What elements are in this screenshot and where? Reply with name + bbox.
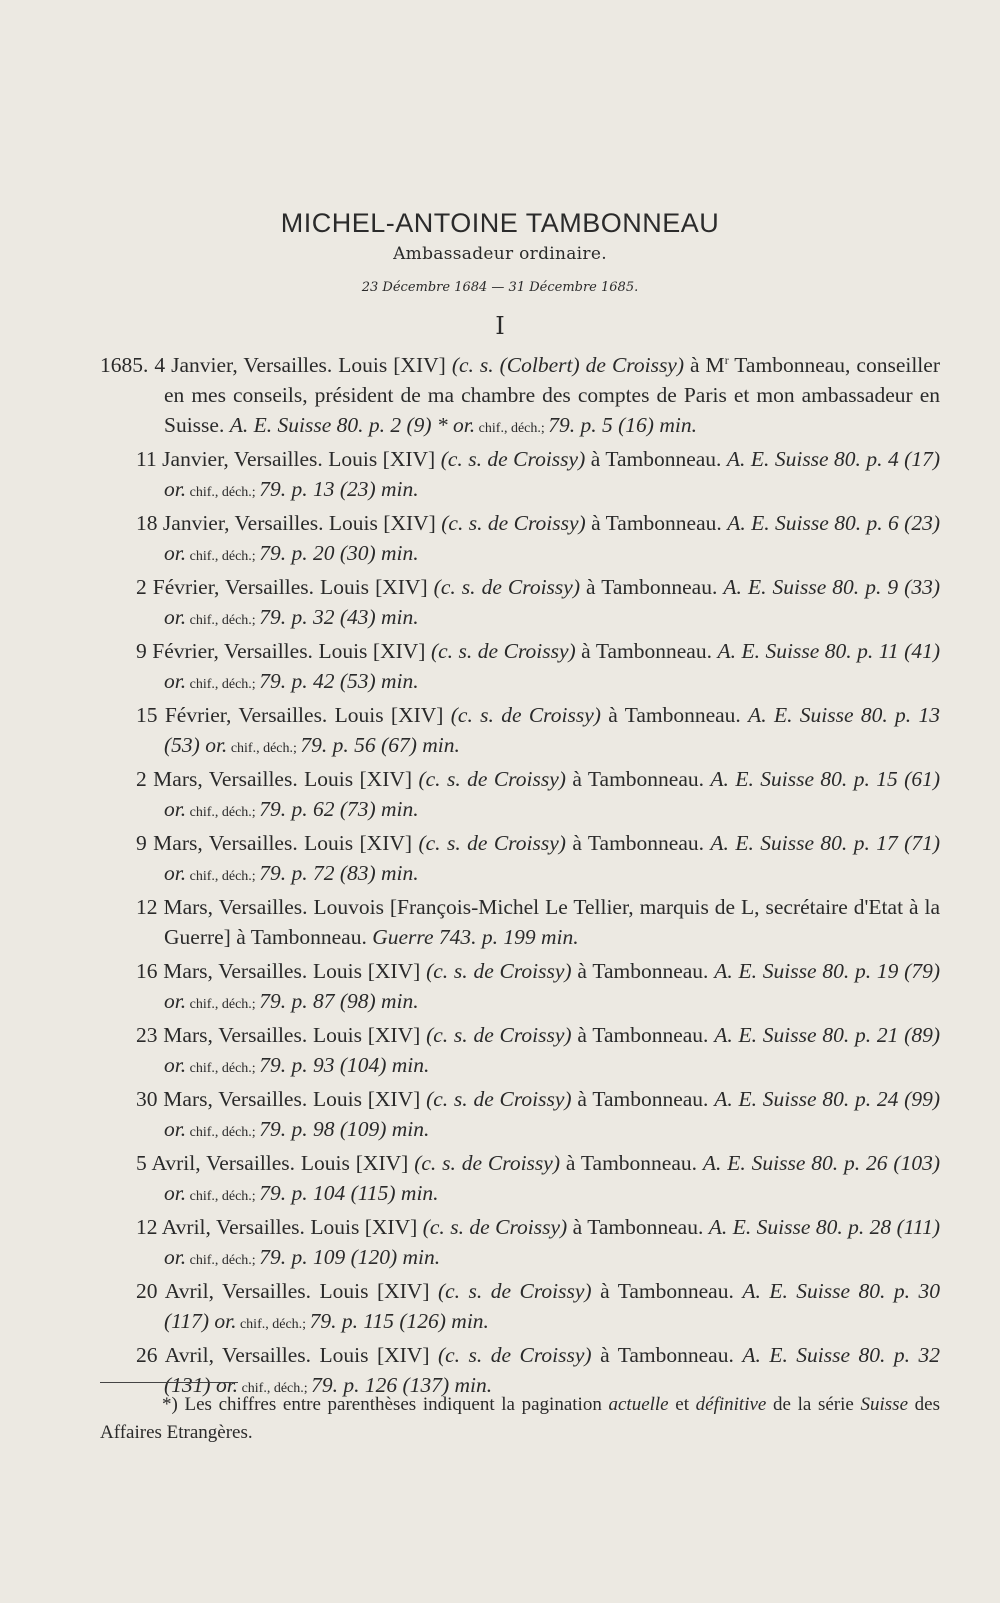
entry-italic: (c. s. de Croissy) <box>437 1279 592 1303</box>
entry-text: 16 Mars, Versailles. Louis [XIV] <box>136 959 427 983</box>
list-item <box>100 700 940 764</box>
entry-text: à Tambonneau. <box>567 1215 709 1239</box>
entry-source: 79. p. 93 (104) min. <box>259 1053 430 1077</box>
entry-source: 79. p. 109 (120) min. <box>259 1245 441 1269</box>
entry-italic: (c. s. de Croissy) <box>414 1151 560 1175</box>
list-item <box>100 764 940 828</box>
entry-small-text: chif., déch.; <box>186 997 260 1012</box>
entry-source: A. E. Suisse 80. p. 24 (99) or. <box>164 1087 941 1141</box>
entry-small-text: chif., déch.; <box>238 1381 312 1396</box>
footnote-italic: actuelle <box>608 1394 669 1415</box>
entry-small-text: chif., déch.; <box>186 1125 260 1140</box>
list-item <box>100 956 940 1020</box>
entry-italic: (c. s. de Croissy) <box>422 1215 568 1239</box>
entry-text: 23 Mars, Versailles. Louis [XIV] <box>136 1023 427 1047</box>
entry-text: à Tambonneau. <box>600 703 749 727</box>
entry-small-text: chif., déch.; <box>186 805 260 820</box>
entry-superscript: r <box>724 352 729 367</box>
list-item <box>100 636 940 700</box>
entry-source: 79. p. 98 (109) min. <box>259 1117 430 1141</box>
entry-italic: (c. s. de Croissy) <box>433 575 580 599</box>
entry-italic: (c. s. de Croissy) <box>440 447 586 471</box>
entry-source: A. E. Suisse 80. p. 2 (9) * or. <box>229 413 476 437</box>
entry-text: 9 Mars, Versailles. Louis [XIV] <box>136 831 419 855</box>
entries-container <box>100 444 940 1404</box>
entry-italic: (c. s. de Croissy) <box>426 1087 572 1111</box>
entry-text: à Tambonneau. <box>571 1087 715 1111</box>
entries-list <box>100 350 940 1404</box>
entry-source: 79. p. 42 (53) min. <box>259 669 419 693</box>
entry-text: à Tambonneau. <box>591 1279 743 1303</box>
section-number: I <box>495 312 505 340</box>
footnote-text: de la série <box>766 1394 861 1415</box>
list-item <box>100 1212 940 1276</box>
entry-source: 79. p. 56 (67) min. <box>300 733 460 757</box>
entry-source: 79. p. 126 (137) min. <box>311 1373 493 1397</box>
entry-source: A. E. Suisse 80. p. 13 (53) or. <box>164 703 940 757</box>
entry-italic: (c. s. de Croissy) <box>418 831 566 855</box>
entry-text: 5 Avril, Versailles. Louis [XIV] <box>136 1151 415 1175</box>
entry-small-text: chif., déch.; <box>186 869 260 884</box>
entry-small-text: chif., déch.; <box>236 1317 310 1332</box>
entry-small-text: chif., déch.; <box>186 1061 260 1076</box>
entry-text: à Tambonneau. <box>579 575 724 599</box>
footnote-text: et <box>668 1394 696 1415</box>
entry-source: A. E. Suisse 80. p. 4 (17) or. <box>164 447 940 501</box>
entry-text: à Tambonneau. <box>565 767 711 791</box>
entry-small-text: chif., déch.; <box>475 421 549 436</box>
entry-source: A. E. Suisse 80. p. 30 (117) or. <box>164 1279 941 1333</box>
list-item <box>100 572 940 636</box>
entry-italic: (c. s. de Croissy) <box>450 703 601 727</box>
date-range: 23 Décembre 1684 — 31 Décembre 1685. <box>361 280 639 295</box>
entry-text: 12 Mars, Versailles. Louvois [François-Michel Le Tellier, marquis de L, secrétaire d'Etat à la Guerre] à Tambonneau. <box>136 895 940 949</box>
page-title: MICHEL-ANTOINE TAMBONNEAU <box>280 208 720 238</box>
list-item <box>100 1148 940 1212</box>
entry-italic: (c. s. (Colbert) de Croissy) <box>451 353 685 377</box>
entry-text: à Tambonneau. <box>571 959 715 983</box>
entry-source: 79. p. 13 (23) min. <box>259 477 419 501</box>
entry-source: A. E. Suisse 80. p. 15 (61) or. <box>164 767 941 821</box>
footnote-text: *) Les chiffres entre parenthèses indiquent la pagination <box>162 1394 609 1415</box>
entry-text: Tambonneau, conseiller en mes conseils, président de ma chambre des comptes de Paris et mon ambassadeur en Suisse. <box>164 353 940 437</box>
entry-text: à M <box>684 353 725 377</box>
entry-source: 79. p. 62 (73) min. <box>259 797 419 821</box>
entry-text: à Tambonneau. <box>565 831 711 855</box>
entry-source: A. E. Suisse 80. p. 32 (131) or. <box>164 1343 941 1397</box>
entry-text: 18 Janvier, Versailles. Louis [XIV] <box>136 511 442 535</box>
entry-source: 79. p. 20 (30) min. <box>259 541 419 565</box>
footnote-italic: Suisse <box>860 1394 908 1415</box>
entry-text: 15 Février, Versailles. Louis [XIV] <box>136 703 451 727</box>
entry-italic: (c. s. de Croissy) <box>437 1343 592 1367</box>
entry-source: 79. p. 104 (115) min. <box>259 1181 439 1205</box>
entry-source: A. E. Suisse 80. p. 19 (79) or. <box>164 959 941 1013</box>
entry-text: 20 Avril, Versailles. Louis [XIV] <box>136 1279 438 1303</box>
entry-text: 2 Mars, Versailles. Louis [XIV] <box>136 767 419 791</box>
entry-text: 2 Février, Versailles. Louis [XIV] <box>136 575 434 599</box>
entry-small-text: chif., déch.; <box>186 549 260 564</box>
footnote-rule <box>100 1382 238 1383</box>
entry-text: à Tambonneau. <box>575 639 718 663</box>
list-item <box>100 350 940 444</box>
entry-source: A. E. Suisse 80. p. 17 (71) or. <box>164 831 941 885</box>
entry-text: à Tambonneau. <box>571 1023 715 1047</box>
entry-source: 79. p. 87 (98) min. <box>259 989 419 1013</box>
entry-source: A. E. Suisse 80. p. 21 (89) or. <box>164 1023 941 1077</box>
list-item <box>100 1084 940 1148</box>
entry-text: 9 Février, Versailles. Louis [XIV] <box>136 639 431 663</box>
footnote <box>100 1391 940 1447</box>
entry-small-text: chif., déch.; <box>186 677 260 692</box>
entry-source: 79. p. 72 (83) min. <box>259 861 419 885</box>
page-subtitle: Ambassadeur ordinaire. <box>393 244 607 264</box>
list-item <box>100 1020 940 1084</box>
list-item <box>100 444 940 508</box>
entry-text: 26 Avril, Versailles. Louis [XIV] <box>136 1343 438 1367</box>
entry-text: 12 Avril, Versailles. Louis [XIV] <box>136 1215 423 1239</box>
entry-source: A. E. Suisse 80. p. 26 (103) or. <box>164 1151 940 1205</box>
entry-source: 79. p. 115 (126) min. <box>309 1309 489 1333</box>
entry-text: 11 Janvier, Versailles. Louis [XIV] <box>136 447 441 471</box>
entry-text: à Tambonneau. <box>585 447 727 471</box>
list-item <box>100 508 940 572</box>
entry-source: Guerre 743. p. 199 min. <box>372 925 579 949</box>
entry-text: à Tambonneau. <box>560 1151 703 1175</box>
entry-small-text: chif., déch.; <box>186 1189 260 1204</box>
entry-small-text: chif., déch.; <box>186 1253 260 1268</box>
entry-text: à Tambonneau. <box>591 1343 743 1367</box>
entry-small-text: chif., déch.; <box>186 613 260 628</box>
list-item <box>100 1276 940 1340</box>
entry-text: à Tambonneau. <box>585 511 728 535</box>
entry-italic: (c. s. de Croissy) <box>426 959 572 983</box>
entry-text: 30 Mars, Versailles. Louis [XIV] <box>136 1087 427 1111</box>
entry-italic: (c. s. de Croissy) <box>418 767 566 791</box>
footnote-text: des Affaires Etrangères. <box>100 1394 940 1443</box>
entry-source: A. E. Suisse 80. p. 11 (41) or. <box>164 639 940 693</box>
entry-italic: (c. s. de Croissy) <box>430 639 576 663</box>
entry-source: A. E. Suisse 80. p. 28 (111) or. <box>164 1215 940 1269</box>
footnote-italic: définitive <box>695 1394 767 1415</box>
entry-source: 79. p. 5 (16) min. <box>548 413 697 437</box>
entry-italic: (c. s. de Croissy) <box>426 1023 572 1047</box>
entry-italic: (c. s. de Croissy) <box>441 511 586 535</box>
list-item <box>100 828 940 892</box>
entry-small-text: chif., déch.; <box>227 741 301 756</box>
entry-text: 1685. 4 Janvier, Versailles. Louis [XIV] <box>100 353 452 377</box>
entry-source: A. E. Suisse 80. p. 6 (23) or. <box>164 511 940 565</box>
list-item <box>100 892 940 956</box>
entry-source: A. E. Suisse 80. p. 9 (33) or. <box>164 575 940 629</box>
entry-source: 79. p. 32 (43) min. <box>259 605 419 629</box>
entry-small-text: chif., déch.; <box>186 485 260 500</box>
